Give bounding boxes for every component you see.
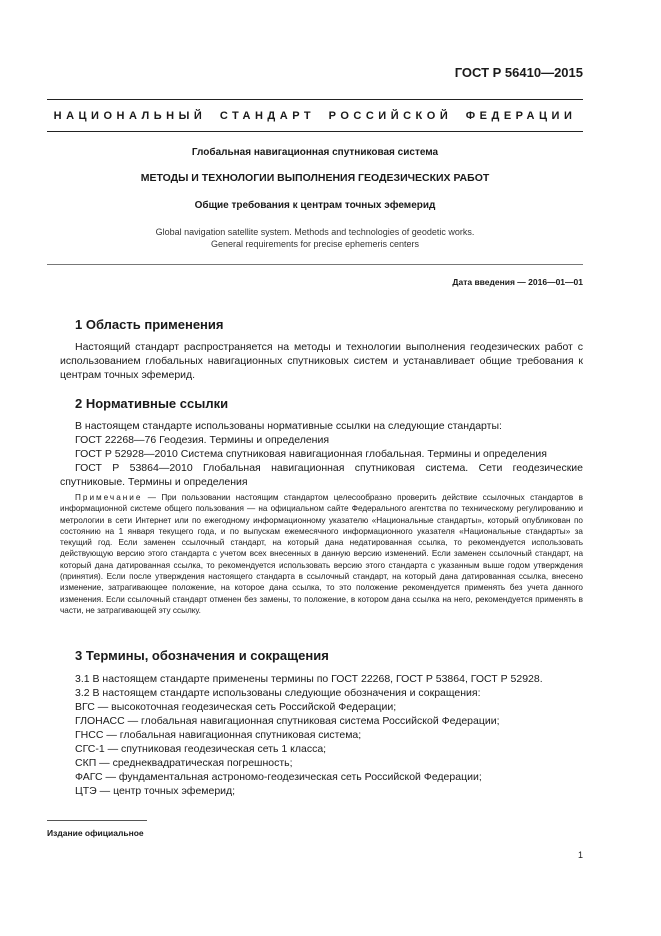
introduction-date: Дата введения — 2016—01—01 [452,277,583,287]
title-rule [47,264,583,265]
title-line-2: МЕТОДЫ И ТЕХНОЛОГИИ ВЫПОЛНЕНИЯ ГЕОДЕЗИЧЕСКИХ РАБОТ [140,172,490,184]
term-line: ВГС — высокоточная геодезическая сеть Российской Федерации; [75,701,397,713]
top-rule [47,99,583,100]
english-title-line-2: General requirements for precise ephemeris centers [210,239,420,249]
term-line: ФАГС — фундаментальная астрономо-геодезическая сеть Российской Федерации; [75,771,482,783]
section-1-heading: 1 Область применения [75,317,224,332]
english-title-line-1: Global navigation satellite system. Methods and technologies of geodetic works. [155,227,475,237]
reference-item: ГОСТ 22268—76 Геодезия. Термины и определения [75,434,330,446]
document-number: ГОСТ Р 56410—2015 [454,65,583,80]
banner-rule [47,131,583,132]
page-number: 1 [577,850,583,860]
term-line: ЦТЭ — центр точных эфемерид; [75,785,236,797]
note-label: Примечание [75,493,143,502]
section-1-text: Настоящий стандарт распространяется на методы и технологии выполнения геодезических работ с использованием глобальных навигационных спутниковых систем и устанавливает общие требования к центрам точных эфемерид. [60,341,583,381]
section-3-heading: 3 Термины, обозначения и сокращения [75,648,329,663]
english-title [47,226,583,250]
term-line: 3.1 В настоящем стандарте применены термины по ГОСТ 22268, ГОСТ Р 53864, ГОСТ Р 52928. [75,673,543,685]
reference-item: ГОСТ Р 53864—2010 Глобальная навигационная спутниковая система. Сети геодезические спутниковые. Термины и определения [60,462,583,488]
footer-rule [47,820,147,821]
section-2-intro: В настоящем стандарте использованы нормативные ссылки на следующие стандарты: [75,420,502,432]
title-line-3: Общие требования к центрам точных эфемерид [194,200,436,211]
note-text: — При пользовании настоящим стандартом целесообразно проверить действие ссылочных стандартов в информационной системе общего пользования — на официальном сайте Федерального агентства по техническому регулированию и метрологии в сети Интернет или по ежегодному информационному указателю «Национальные стандарты», который опубликован по состоянию на 1 января текущего года, и по выпускам ежемесячного информационного указателя «Национальные стандарты» за текущий год. Если заменен ссылочный стандарт, на который дана недатированная ссылка, то рекомендуется использовать действующую версию этого стандарта с учетом всех внесенных в данную версию изменений. Если заменен ссылочный стандарт, на который дана датированная ссылка, то рекомендуется использовать версию этого стандарта с указанным выше годом утверждения (принятия). Если после утверждения настоящего стандарта в ссылочный стандарт, на который дана датированная ссылка, внесено изменение, затрагивающее положение, на которое дана ссылка, то это положение рекомендуется применять без учета данного изменения. Если ссылочный стандарт отменен без замены, то положение, в котором дана ссылка на него, рекомендуется применять в части, не затрагивающей эту ссылку. [60,493,583,615]
official-edition-label: Издание официальное [47,828,144,838]
term-line: СГС-1 — спутниковая геодезическая сеть 1 класса; [75,743,327,755]
term-line: ГНСС — глобальная навигационная спутниковая система; [75,729,362,741]
reference-item: ГОСТ Р 52928—2010 Система спутниковая навигационная глобальная. Термины и определения [75,448,547,460]
section-2-heading: 2 Нормативные ссылки [75,396,229,411]
title-line-1: Глобальная навигационная спутниковая система [191,147,439,158]
term-line: СКП — среднеквадратическая погрешность; [75,757,293,769]
term-line: ГЛОНАСС — глобальная навигационная спутниковая система Российской Федерации; [75,715,500,727]
term-line: 3.2 В настоящем стандарте использованы следующие обозначения и сокращения: [75,687,481,699]
national-standard-banner: НАЦИОНАЛЬНЫЙ СТАНДАРТ РОССИЙСКОЙ ФЕДЕРАЦИИ [53,110,577,122]
note-block [60,492,583,616]
